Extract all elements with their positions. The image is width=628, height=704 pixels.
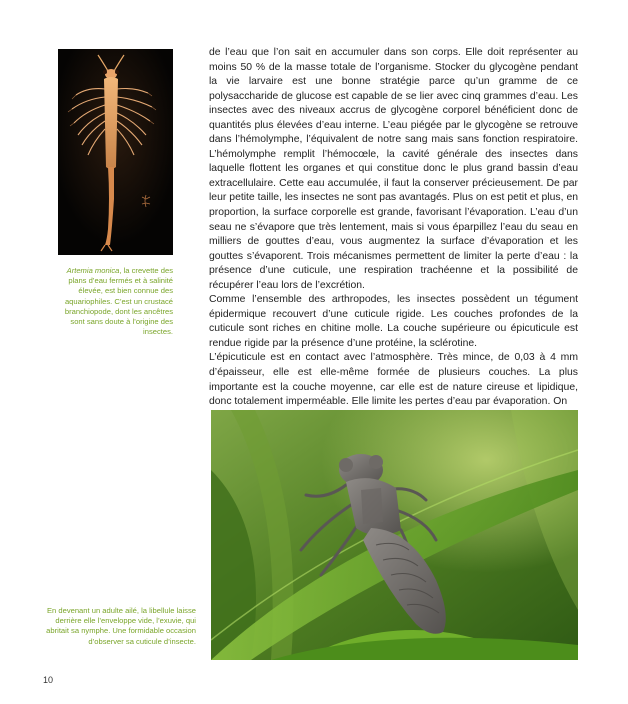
- exuvia-illustration: [211, 410, 578, 660]
- body-paragraph: de l’eau que l’on sait en accumuler dans son corps. Elle doit représenter au moins 50 % de la masse totale de l’organisme. Stocker du glycogène pendant la vie larvaire est une bonne stratégie parce qu’un gramme de ce polysaccharide de glucose est capable de se lier avec cinq grammes d’eau. Les insectes avec des niveaux accrus de glycogène corporel bénéficient donc de quantités plus élevées d’eau interne. L’eau piégée par le glycogène se retrouve dans l’hémolymphe, l’équivalent de notre sang mais sans fonction respiratoire. L’hémolymphe remplit l’hémocœle, la cavité générale des insectes dans laquelle flottent les organes et qui constitue donc le plus grand bassin d’eau extracellulaire. Cette eau accumulée, il faut la conserver précieusement. De par leur petite taille, les insectes ne sont pas avantagés. Plus on est petit et plus, en proportion, la surface corporelle est grande, favorisant l’évaporation. L’eau d’un seau ne s’évapore que très lentement, mais si vous éparpillez l’eau du seau en milliers de gouttes d’eau, vous augmentez la surface d’évaporation et les gouttes s’évaporent. Trois mécanismes permettent de limiter la perte d’eau : la présence d’une cuticule, une respiration trachéenne et la possibilité de récupérer l’eau lors de l’excrétion.: [209, 47, 578, 291]
- artemia-photo: [58, 49, 173, 255]
- artemia-illustration: [58, 49, 173, 255]
- artemia-caption-text: , la crevette des plans d’eau fermés et à salinité élevée, est bien connue des aquariophiles. C’est un crustacé branchiopode, dont les ancêtres sont sans doute à l’origine des insectes.: [64, 266, 173, 337]
- body-paragraph: Comme l’ensemble des arthropodes, les insectes possèdent un tégument épidermique recouvert d’une cuticule rigide. Les couches profondes de la cuticule sont riches en chitine molle. La couche supérieure ou épicuticule est rendue rigide par la présence d’une protéine, la sclérotine.: [209, 294, 578, 349]
- page-number: 10: [43, 675, 54, 685]
- body-text: [209, 46, 578, 410]
- body-paragraph: L’épicuticule est en contact avec l’atmosphère. Très mince, de 0,03 à 4 mm d’épaisseur, elle est elle-même formée de plusieurs couches. La plus importante est la couche moyenne, car elle est de nature cireuse et lipidique, donc totalement imperméable. Elle limite les pertes d’eau par évaporation. On: [209, 352, 578, 408]
- exuvia-caption: En devenant un adulte ailé, la libellule laisse derrière elle l’enveloppe vide, l’exuvie, qui abritait sa nymphe. Une formidable occasion d’observer sa cuticule d’insecte.: [46, 606, 196, 646]
- artemia-species-name: Artemia monica: [66, 266, 120, 275]
- artemia-caption: [56, 266, 173, 337]
- exuvia-photo: [211, 410, 578, 660]
